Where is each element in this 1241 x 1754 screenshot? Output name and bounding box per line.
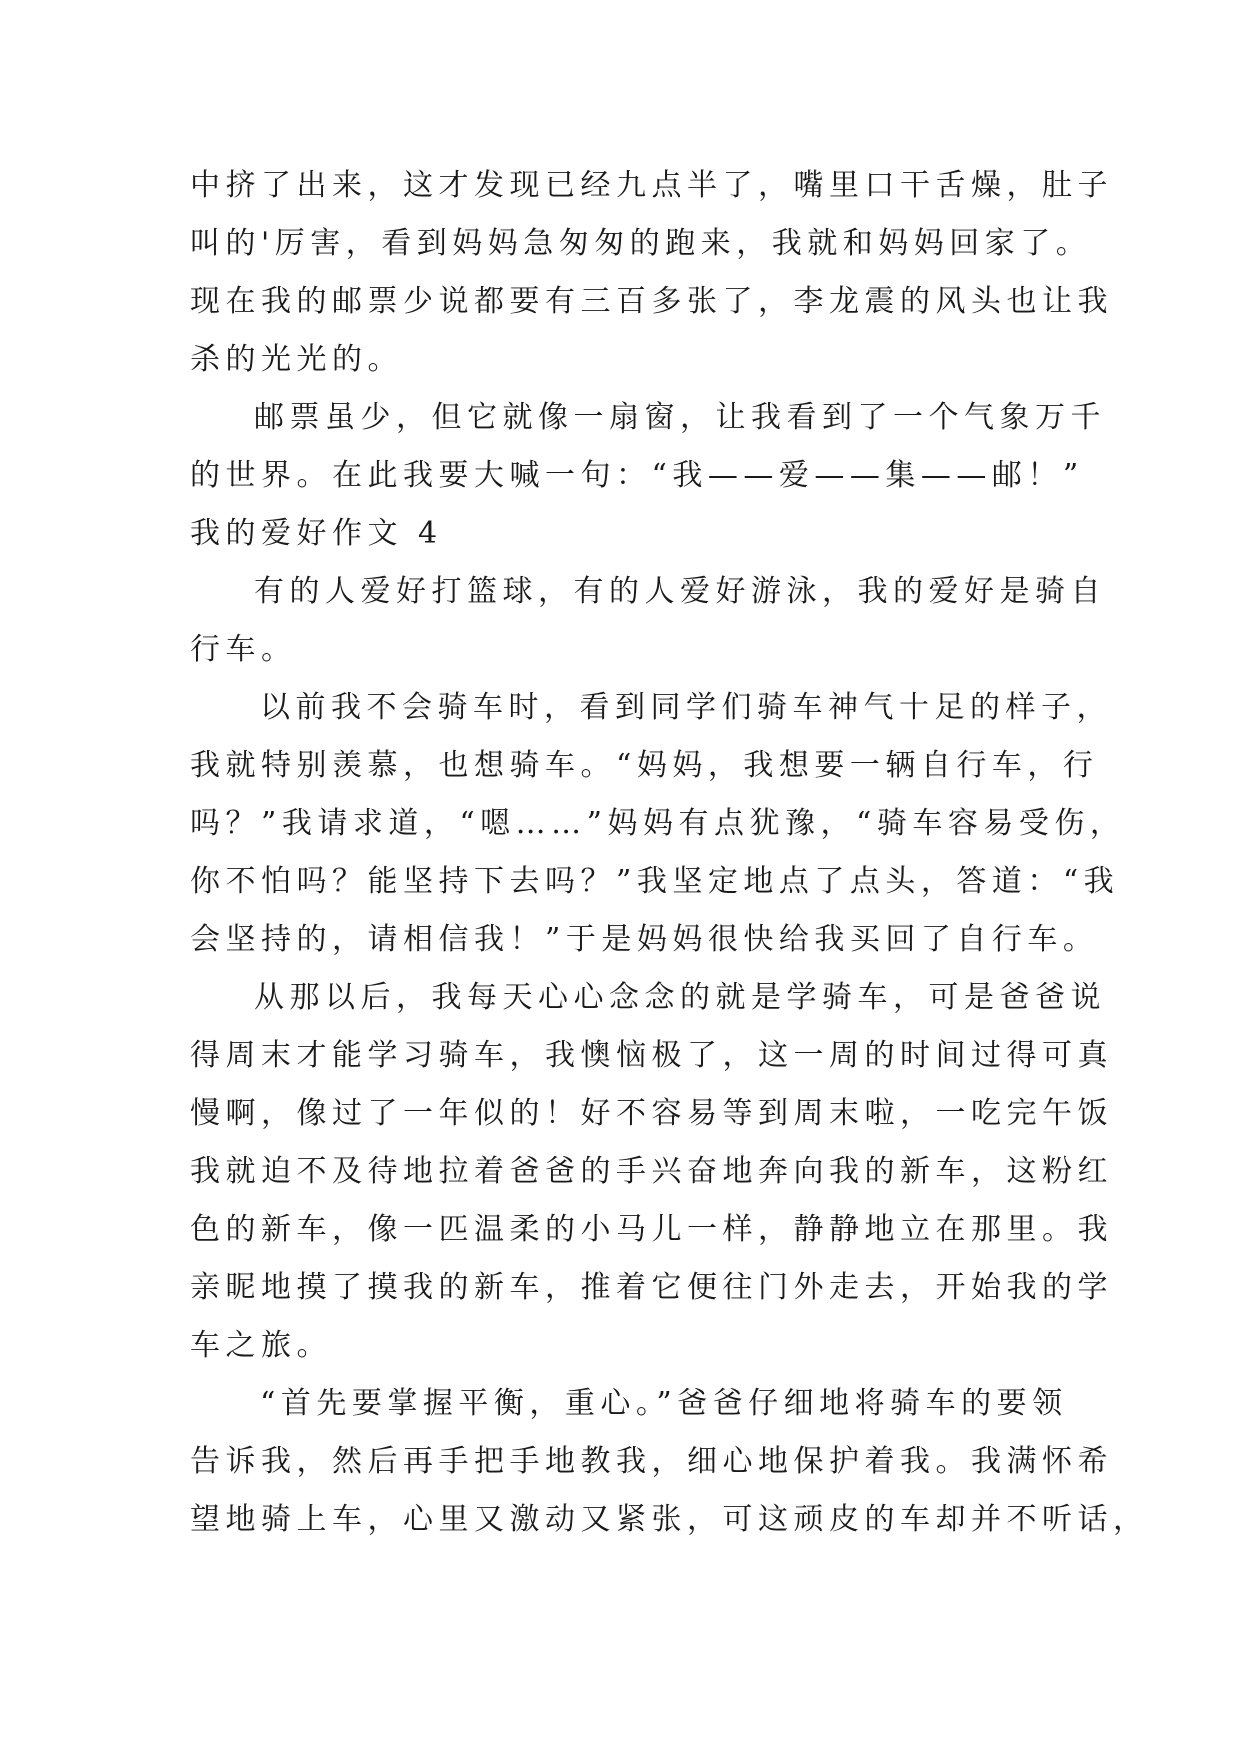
text-line: 我就特别羡慕，也想骑车。“妈妈，我想要一辆自行车，行 xyxy=(190,748,1099,783)
paragraph-first-line: 从那以后，我每天心心念念的就是学骑车，可是爸爸说 xyxy=(254,980,1106,1015)
text-line: 行车。 xyxy=(190,632,297,667)
text-line: 色的新车，像一匹温柔的小马儿一样，静静地立在那里。我 xyxy=(190,1212,1113,1247)
text-line: 中挤了出来，这才发现已经九点半了，嘴里口干舌燥，肚子 xyxy=(190,168,1113,203)
text-line: 的世界。在此我要大喊一句：“我——爱——集——邮！” xyxy=(190,458,1084,493)
text-line: 亲昵地摸了摸我的新车，推着它便往门外走去，开始我的学 xyxy=(190,1270,1113,1305)
text-line: 杀的光光的。 xyxy=(190,342,403,377)
text-line: 会坚持的，请相信我！”于是妈妈很快给我买回了自行车。 xyxy=(190,922,1099,957)
text-line: 得周末才能学习骑车，我懊恼极了，这一周的时间过得可真 xyxy=(190,1038,1113,1073)
paragraph-first-line: 有的人爱好打篮球，有的人爱好游泳，我的爱好是骑自 xyxy=(254,574,1106,609)
text-line: 告诉我，然后再手把手地教我，细心地保护着我。我满怀希 xyxy=(190,1444,1113,1479)
document-body xyxy=(190,157,1149,1549)
text-line: 吗？”我请求道，“嗯……”妈妈有点犹豫，“骑车容易受伤， xyxy=(190,806,1126,841)
paragraph-first-line: 以前我不会骑车时，看到同学们骑车神气十足的样子， xyxy=(260,690,1112,725)
text-line: 我就迫不及待地拉着爸爸的手兴奋地奔向我的新车，这粉红 xyxy=(190,1154,1113,1189)
text-line: 慢啊，像过了一年似的！好不容易等到周末啦，一吃完午饭 xyxy=(190,1096,1113,1131)
text-line: 望地骑上车，心里又激动又紧张，可这顽皮的车却并不听话， xyxy=(190,1502,1149,1537)
paragraph-first-line: 邮票虽少，但它就像一扇窗，让我看到了一个气象万千 xyxy=(254,400,1106,435)
text-line: 车之旅。 xyxy=(190,1328,332,1363)
text-line: 现在我的邮票少说都要有三百多张了，李龙震的风头也让我 xyxy=(190,284,1113,319)
text-line: 你不怕吗？能坚持下去吗？”我坚定地点了点头，答道：“我 xyxy=(190,864,1120,899)
paragraph-first-line: “首先要掌握平衡，重心。”爸爸仔细地将骑车的要领 xyxy=(260,1386,1068,1421)
section-heading: 我的爱好作文 4 xyxy=(190,516,443,551)
text-line: 叫的'厉害，看到妈妈急匆匆的跑来，我就和妈妈回家了。 xyxy=(190,226,1092,261)
